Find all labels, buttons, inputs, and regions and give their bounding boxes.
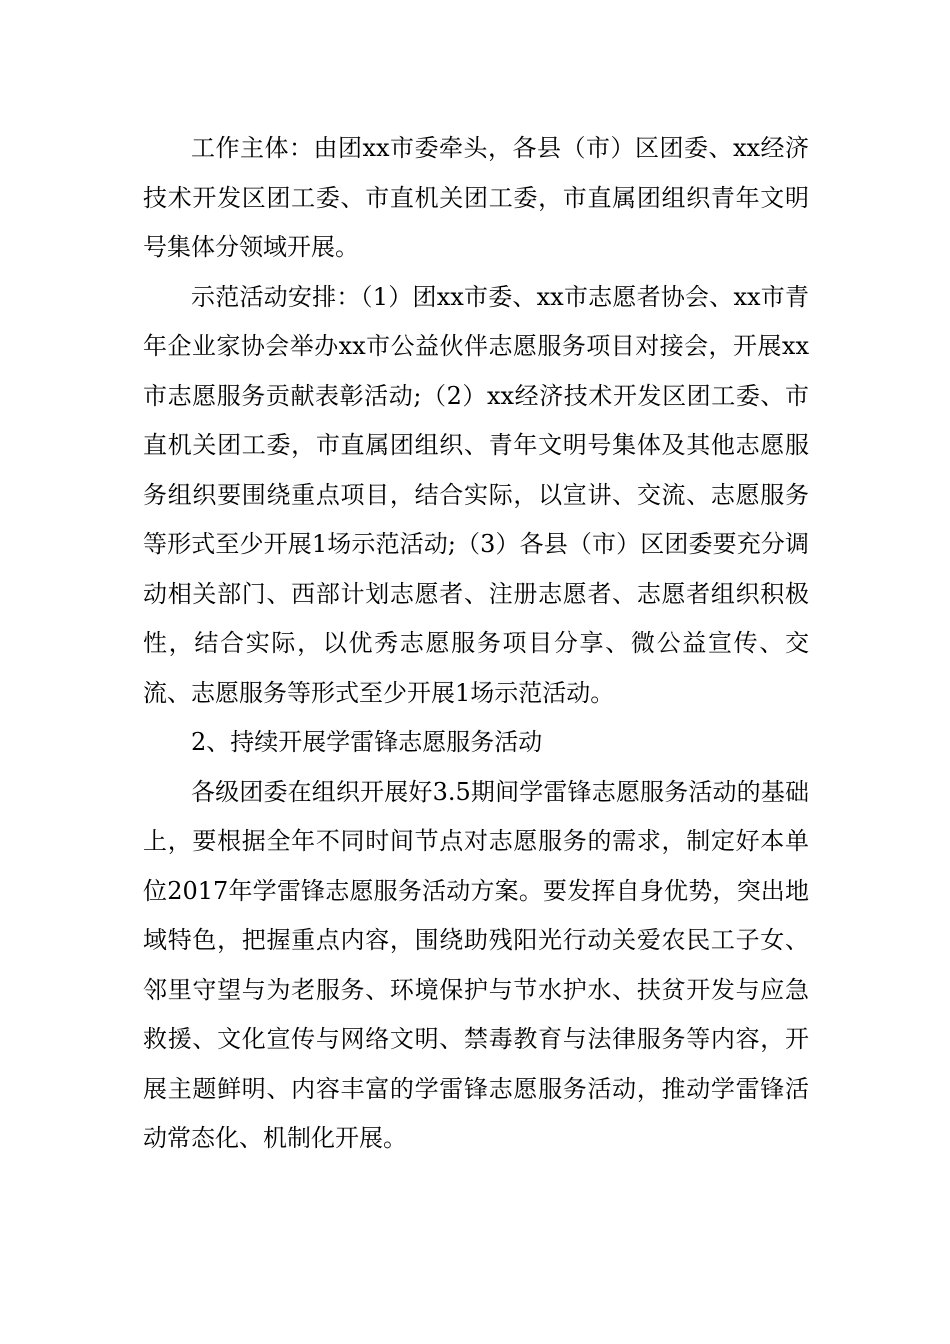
section-heading-lei-feng-volunteer: 2、持续开展学雷锋志愿服务活动 (191, 728, 543, 756)
document-body (143, 124, 809, 1164)
paragraph-work-subject: 工作主体：由团xx市委牵头，各县（市）区团委、xx经济技术开发区团工委、市直机关团工委，市直属团组织青年文明号集体分领域开展。 (143, 134, 809, 261)
paragraph-lei-feng-volunteer-details: 各级团委在组织开展好3.5期间学雷锋志愿服务活动的基础上，要根据全年不同时间节点对志愿服务的需求，制定好本单位2017年学雷锋志愿服务活动方案。要发挥自身优势，突出地域特色，把握重点内容，围绕助残阳光行动关爱农民工子女、邻里守望与为老服务、环境保护与节水护水、扶贫开发与应急救援、文化宣传与网络文明、禁毒教育与法律服务等内容，开展主题鲜明、内容丰富的学雷锋志愿服务活动，推动学雷锋活动常态化、机制化开展。 (143, 777, 809, 1152)
paragraph-demo-activity-arrangement: 示范活动安排：（1）团xx市委、xx市志愿者协会、xx市青年企业家协会举办xx市公益伙伴志愿服务项目对接会，开展xx市志愿服务贡献表彰活动;（2）xx经济技术开发区团工委、市直机关团工委，市直属团组织、青年文明号集体及其他志愿服务组织要围绕重点项目，结合实际，以宣讲、交流、志愿服务等形式至少开展1场示范活动;（3）各县（市）区团委要充分调动相关部门、西部计划志愿者、注册志愿者、志愿者组织积极性，结合实际，以优秀志愿服务项目分享、微公益宣传、交流、志愿服务等形式至少开展1场示范活动。 (143, 282, 809, 707)
